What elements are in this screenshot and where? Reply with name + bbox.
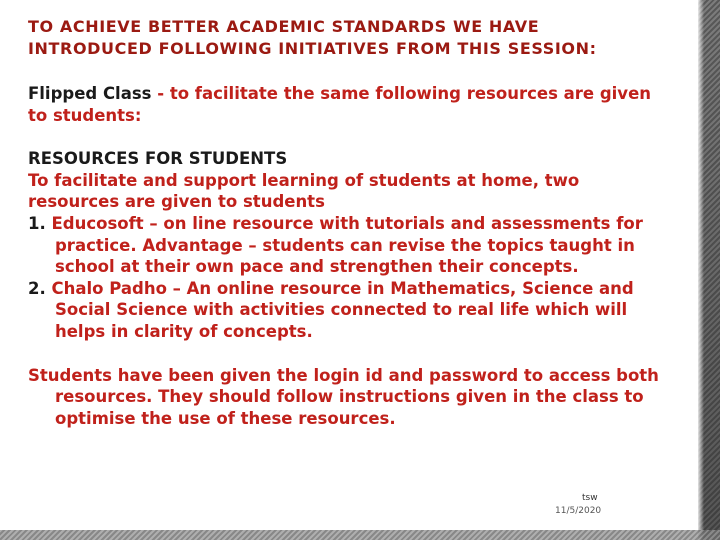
flipped-class-line-1 xyxy=(28,83,651,105)
decorative-right-band xyxy=(698,0,720,540)
resource-item-1-line-3: school at their own pace and strengthen their concepts. xyxy=(55,257,579,276)
resources-intro-line-1: To facilitate and support learning of students at home, two xyxy=(28,171,580,190)
footer-date: 11/5/2020 xyxy=(555,506,602,516)
slide-heading-line-1: TO ACHIEVE BETTER ACADEMIC STANDARDS WE HAVE xyxy=(28,17,540,36)
resource-item-2-line-2: Social Science with activities connected to real life which will xyxy=(55,300,628,319)
slide-heading-line-2: INTRODUCED FOLLOWING INITIATIVES FROM THIS SESSION: xyxy=(28,39,597,58)
resource-item-1-line-1: Educosoft – on line resource with tutorials and assessments for xyxy=(51,214,643,233)
closing-line-2: resources. They should follow instructions given in the class to xyxy=(55,387,644,406)
closing-line-3: optimise the use of these resources. xyxy=(55,409,396,428)
closing-line-1: Students have been given the login id and password to access both xyxy=(28,366,659,385)
resource-item-2-number: 2. xyxy=(28,279,46,298)
resource-item-2 xyxy=(28,278,634,300)
flipped-class-label: Flipped Class xyxy=(28,84,152,103)
decorative-bottom-band xyxy=(0,530,720,540)
flipped-class-text: - to facilitate the same following resources are given xyxy=(157,84,652,103)
flipped-class-line-2: to students: xyxy=(28,106,142,125)
resource-item-2-line-1: Chalo Padho – An online resource in Mathematics, Science and xyxy=(51,279,634,298)
resources-intro-line-2: resources are given to students xyxy=(28,192,325,211)
resources-title: RESOURCES FOR STUDENTS xyxy=(28,149,288,168)
resource-item-1-line-2: practice. Advantage – students can revise the topics taught in xyxy=(55,236,635,255)
resource-item-1-number: 1. xyxy=(28,214,46,233)
resource-item-1 xyxy=(28,213,643,235)
resource-item-2-line-3: helps in clarity of concepts. xyxy=(55,322,313,341)
footer-author: tsw xyxy=(582,493,598,503)
